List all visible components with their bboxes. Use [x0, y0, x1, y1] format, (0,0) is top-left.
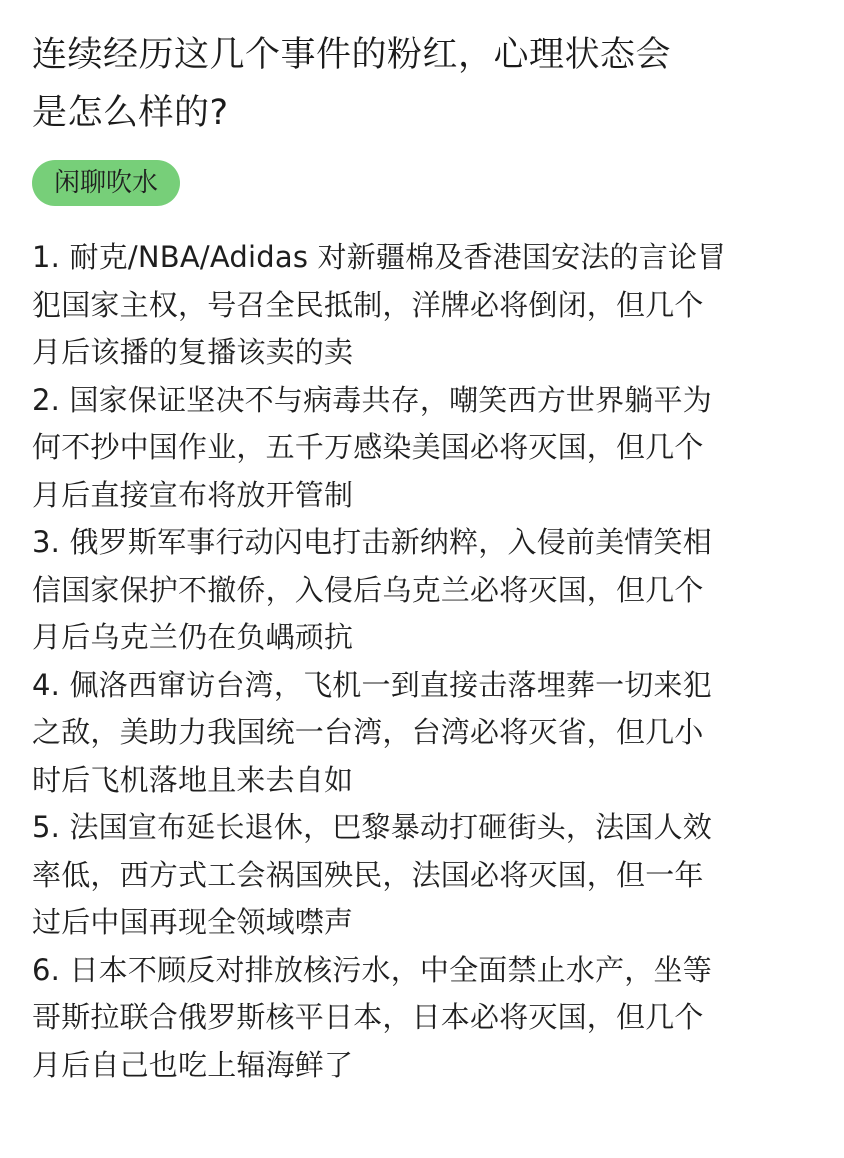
body-line: 犯国家主权，号召全民抵制，洋牌必将倒闭，但几个 [32, 287, 704, 322]
body-line: 率低，西方式工会祸国殃民，法国必将灭国，但一年 [32, 857, 704, 892]
post-body [32, 234, 814, 1089]
body-line: 月后自己也吃上辐海鲜了 [32, 1047, 354, 1082]
body-line: 4. 佩洛西窜访台湾，飞机一到直接击落埋葬一切来犯 [32, 667, 712, 702]
body-line: 2. 国家保证坚决不与病毒共存，嘲笑西方世界躺平为 [32, 382, 712, 417]
body-line: 月后该播的复播该卖的卖 [32, 335, 354, 369]
body-line: 1. 耐克/NBA/Adidas 对新疆棉及香港国安法的言论冒 [32, 240, 727, 274]
body-line: 时后飞机落地且来去自如 [32, 762, 354, 797]
body-line: 信国家保护不撤侨，入侵后乌克兰必将灭国，但几个 [32, 572, 704, 607]
body-line: 过后中国再现全领域噤声 [32, 905, 354, 939]
body-line: 何不抄中国作业，五千万感染美国必将灭国，但几个 [32, 430, 704, 464]
body-line: 哥斯拉联合俄罗斯核平日本，日本必将灭国，但几个 [32, 1000, 704, 1034]
body-line: 3. 俄罗斯军事行动闪电打击新纳粹，入侵前美情笑相 [32, 525, 712, 559]
post-title[interactable] [32, 0, 814, 142]
body-line: 5. 法国宣布延长退休，巴黎暴动打砸街头，法国人效 [32, 810, 712, 844]
post-title-line-2: 是怎么样的? [32, 93, 229, 133]
post-title-line-1: 连续经历这几个事件的粉红，心理状态会 [32, 35, 672, 75]
body-line: 6. 日本不顾反对排放核污水，中全面禁止水产，坐等 [32, 952, 712, 987]
body-line: 月后直接宣布将放开管制 [32, 477, 354, 512]
body-line: 之敌，美助力我国统一台湾，台湾必将灭省，但几小 [32, 715, 704, 749]
body-line: 月后乌克兰仍在负嵎顽抗 [32, 620, 354, 654]
topic-tag[interactable]: 闲聊吹水 [32, 160, 180, 206]
